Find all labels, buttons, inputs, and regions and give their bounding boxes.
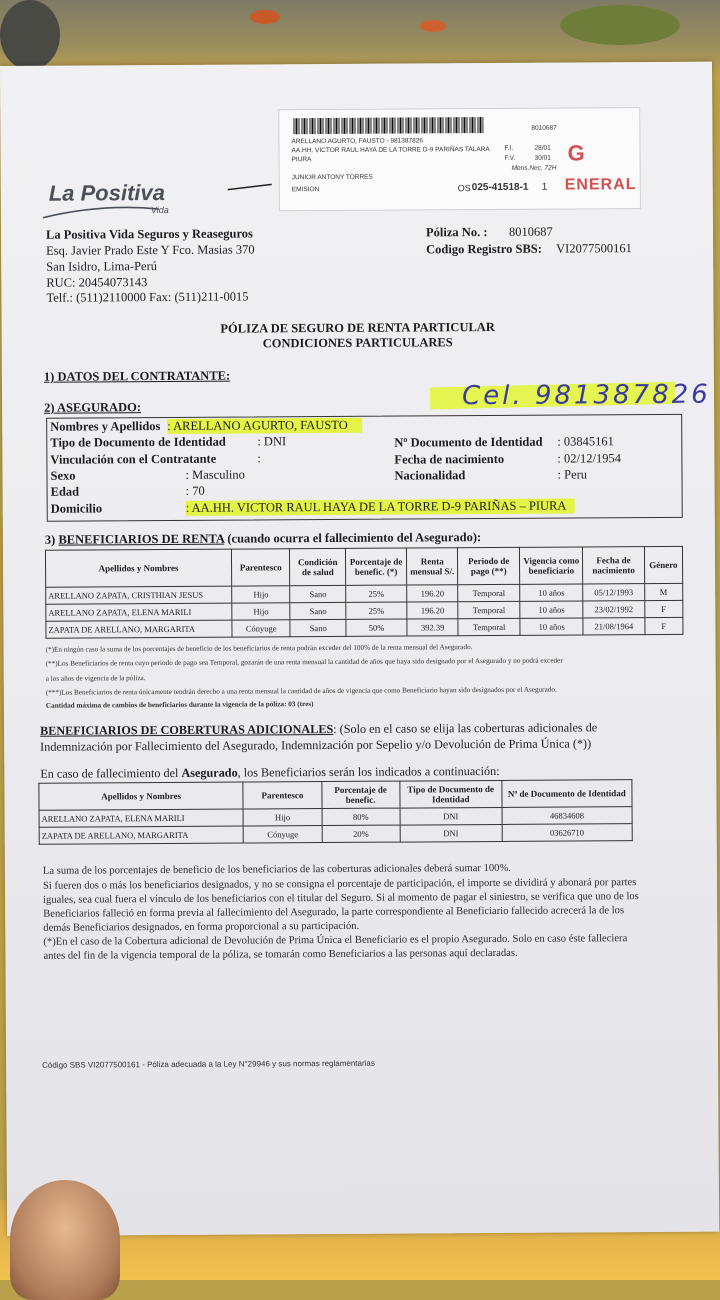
company-ruc: RUC: 20454073143: [46, 275, 148, 290]
sticker-fv-label: F.V.: [504, 154, 516, 162]
nat-label: Nacionalidad: [394, 468, 466, 483]
table-cell: 10 años: [520, 618, 583, 635]
leaf-decoration: [420, 20, 446, 32]
thumb: [10, 1180, 120, 1300]
section-asegurado: 2) ASEGURADO:: [44, 400, 142, 415]
company-phones: Telf.: (511)2110000 Fax: (511)211-0015: [46, 289, 249, 305]
table-cell: ARELLANO ZAPATA, ELENA MARILI: [46, 603, 232, 621]
table-cell: 196.20: [407, 585, 458, 602]
table-cell: 392.39: [407, 619, 458, 636]
intro-c: , los Beneficiarios serán los indicados a continuación:: [237, 763, 500, 780]
note-3: (***)Los Beneficiarios de renta únicamente tendrán derecho a una renta mensual la cantidad de años de vigencia que como Beneficiario hayan sido designados por el Asegurado.: [45, 685, 557, 697]
sex-value: : Masculino: [185, 467, 245, 482]
company-city: San Isidro, Lima-Perú: [46, 259, 158, 274]
paragraph-line: antes del fin de la vigencia temporal de la póliza, se tomarán como Beneficiarios a las personas aquí declaradas.: [43, 947, 518, 962]
vinculo-label: Vinculación con el Contratante: [50, 451, 217, 467]
column-header: Género: [644, 546, 683, 583]
sticker-name: ARELLANO AGURTO, FAUSTO - 981387826: [291, 137, 424, 146]
table-row: [39, 824, 632, 845]
adicionales-line2: Indemnización por Fallecimiento del Asegurado, Indemnización por Sepelio y/o Devolución de Prima Única (*)): [40, 736, 592, 754]
column-header: Porcentaje de benefic. (*): [345, 548, 406, 585]
policy-number-label: Póliza No. :: [425, 225, 488, 240]
table-row: [46, 617, 683, 638]
sticker-emission: EMISION: [291, 186, 320, 194]
adicionales-heading: BENEFICIARIOS DE COBERTURAS ADICIONALES: [40, 721, 334, 738]
note-2: (**)Los Beneficiarios de renta cuyo periodo de pago sea Temporal, gozarán de una renta mensual la cantidad de años que haya sido designado por el Asegurado y no podrá exceder: [45, 656, 563, 668]
table-cell: 196.20: [407, 602, 458, 619]
paragraph-line: La suma de los porcentajes de beneficio de los beneficiarios de las coberturas adicionales deberá sumar 100%.: [42, 862, 511, 877]
table-cell: 20%: [322, 825, 400, 842]
column-header: Parentesco: [231, 549, 290, 586]
pen-mark-icon: [226, 182, 276, 192]
table-cell: Sano: [290, 619, 346, 636]
table-cell: 10 años: [520, 601, 583, 618]
stamp-text: ENERAL: [564, 176, 637, 194]
table-cell: Hijo: [232, 586, 291, 603]
doc-num: : 03845161: [557, 434, 614, 449]
policy-document: [0, 62, 719, 1236]
insured-name: : ARELLANO AGURTO, FAUSTO: [167, 418, 362, 434]
vinculo-value: :: [257, 451, 261, 466]
document-title: PÓLIZA DE SEGURO DE RENTA PARTICULAR: [220, 319, 495, 336]
age-value: : 70: [185, 483, 205, 498]
section-contratante: 1) DATOS DEL CONTRATANTE:: [43, 368, 231, 384]
table-header-row: [39, 780, 632, 811]
table-cell: ARELLANO ZAPATA, CRISTHIAN JESUS: [46, 586, 232, 604]
note-1: (*)En ningún caso la suma de los porcentajes de beneficio de los beneficiarios de renta podrán exceder del 100% de la renta mensual del Asegurado.: [45, 643, 473, 654]
table-cell: ZAPATA DE ARELLANO, MARGARITA: [46, 620, 232, 638]
column-header: Tipo de Documento de Identidad: [400, 780, 502, 808]
sticker-fv-value: 30/01: [534, 154, 551, 162]
table-cell: Hijo: [232, 603, 291, 620]
sbs-code: VI2077500161: [556, 241, 632, 256]
birth-label: Fecha de nacimiento: [394, 451, 505, 467]
paragraph-line: Beneficiarios falleció en forma previa al fallecimiento del Asegurado, la parte correspondiente al Beneficiario fallecido acrecerá la de los: [43, 905, 625, 920]
column-header: Renta mensual S/.: [407, 548, 458, 585]
birth-value: : 02/12/1954: [557, 451, 621, 466]
sticker-count: 1: [541, 181, 548, 193]
table-cell: 25%: [346, 602, 407, 619]
intro-b: Asegurado: [181, 765, 238, 780]
sticker-address: AA.HH. VICTOR RAUL HAYA DE LA TORRE D-9 PARIÑAS TALARA: [291, 146, 490, 155]
company-name: La Positiva Vida Seguros y Reaseguros: [45, 226, 253, 242]
doc-type-label: Tipo de Documento de Identidad: [50, 434, 226, 450]
leaf-decoration: [250, 10, 280, 24]
column-header: Condición de salud: [290, 548, 346, 585]
sticker-code: 8010687: [531, 124, 557, 132]
table-cell: 25%: [346, 585, 407, 602]
column-header: Periodo de pago (**): [458, 547, 520, 584]
table-cell: ZAPATA DE ARELLANO, MARGARITA: [39, 826, 244, 844]
doc-type: : DNI: [257, 434, 287, 449]
document-subtitle: CONDICIONES PARTICULARES: [262, 335, 453, 351]
dom-label: Domicilio: [50, 501, 103, 516]
additional-beneficiaries-table: [38, 779, 632, 845]
table-header-row: [45, 546, 682, 587]
dom-value: : AA.HH. VICTOR RAUL HAYA DE LA TORRE D-9 PARIÑAS – PIURA: [186, 498, 575, 515]
sticker-os-label: OS: [457, 183, 471, 194]
stamp-letter: G: [567, 140, 585, 166]
section-number: 3): [44, 532, 56, 547]
sbs-label: Codigo Registro SBS:: [426, 241, 542, 257]
column-header: Apellidos y Nombres: [39, 782, 244, 810]
table-cell: DNI: [400, 807, 502, 825]
plant-decoration: [560, 5, 680, 45]
section-beneficiarios-title: BENEFICIARIOS DE RENTA: [58, 531, 225, 547]
adicionales-intro: [40, 764, 499, 782]
intro-a: En caso de fallecimiento del: [40, 765, 182, 781]
company-logo: La Positiva: [48, 179, 166, 206]
sticker-os-number: 025-41518-1: [471, 181, 529, 194]
column-header: Nº de Documento de Identidad: [502, 780, 632, 808]
policy-label-sticker: [278, 107, 641, 211]
column-header: Parentesco: [243, 782, 321, 809]
table-cell: ARELLANO ZAPATA, ELENA MARILI: [39, 809, 244, 827]
table-cell: Temporal: [458, 584, 520, 601]
table-cell: 03626710: [502, 824, 632, 842]
table-cell: Sano: [290, 602, 346, 619]
paragraph-line: Si fueren dos o más los beneficiarios designados, y no se consigna el porcentaje de participación, el importe se dividirá y abonará por partes: [42, 877, 637, 892]
name-label: Nombres y Apellidos: [50, 419, 161, 434]
sticker-agent: JUNIOR ANTONY TORRES: [291, 173, 373, 182]
note-2b: a los años de vigencia de la póliza.: [45, 674, 146, 683]
section-beneficiarios: [45, 530, 481, 548]
column-header: Fecha de nacimiento: [583, 547, 644, 584]
sticker-city: PIURA: [291, 156, 312, 164]
table-cell: 23/02/1992: [583, 601, 644, 618]
paragraph-line: (*)En el caso de la Cobertura adicional de Devolución de Prima Única el Beneficiario es el propio Asegurado. Solo en caso éste falleciera: [43, 933, 628, 948]
table-cell: 10 años: [520, 584, 583, 601]
table-cell: Temporal: [458, 601, 520, 618]
table-cell: 46834608: [502, 807, 632, 825]
sex-label: Sexo: [50, 468, 76, 483]
sticker-fi-value: 28/01: [534, 144, 551, 152]
column-header: Porcentaje de benefic.: [321, 781, 399, 808]
table-cell: M: [644, 583, 683, 600]
table-cell: 05/12/1993: [583, 584, 644, 601]
note-4: Cantidad máxima de cambios de beneficiarios durante la vigencia de la póliza: 03 (tres): [45, 700, 314, 710]
table-cell: F: [644, 600, 683, 617]
paragraph-line: iguales, sea cual fuera el vínculo de los beneficiarios con el titular del Seguro. Si al momento de pagar el siniestro, se verifica que uno de los: [43, 891, 639, 906]
paragraph-line: demás Beneficiarios designados, en forma proporcional a su participación.: [43, 920, 360, 934]
barcode: [293, 117, 483, 134]
section-beneficiarios-note: (cuando ocurra el fallecimiento del Asegurado):: [227, 530, 482, 546]
table-cell: DNI: [400, 824, 502, 842]
doc-num-label: Nº Documento de Identidad: [394, 434, 543, 450]
table-cell: Cónyuge: [232, 620, 291, 637]
renta-beneficiaries-table: [45, 546, 684, 639]
policy-number: 8010687: [508, 224, 553, 239]
company-address: Esq. Javier Prado Este Y Fco. Masias 370: [46, 242, 255, 258]
table-cell: 21/08/1964: [583, 618, 644, 635]
company-logo-sub: Vida: [150, 204, 169, 216]
table-cell: F: [644, 617, 683, 634]
nat-value: : Peru: [557, 467, 588, 482]
column-header: Vigencia como beneficiario: [520, 547, 584, 584]
footer-text: Código SBS VI2077500161 - Póliza adecuada a la Ley N°29946 y sus normas reglamentarias: [42, 1058, 375, 1070]
adicionales-heading-rest: : (Solo en el caso se elija las coberturas adicionales de: [333, 720, 598, 736]
object-decoration: [0, 0, 60, 70]
handwritten-phone: Cel. 981387826: [461, 379, 711, 412]
age-label: Edad: [50, 484, 80, 499]
logo-swoosh-icon: [41, 205, 161, 220]
sticker-mens: Mens.Nec. 72H: [511, 164, 557, 172]
table-cell: Hijo: [243, 809, 321, 826]
table-cell: Sano: [290, 585, 346, 602]
table-cell: Cónyuge: [244, 826, 322, 843]
sticker-fi-label: F.I.: [504, 144, 514, 152]
table-cell: 80%: [322, 808, 400, 825]
table-cell: 50%: [346, 619, 407, 636]
column-header: Apellidos y Nombres: [45, 549, 231, 587]
table-cell: Temporal: [458, 618, 520, 635]
